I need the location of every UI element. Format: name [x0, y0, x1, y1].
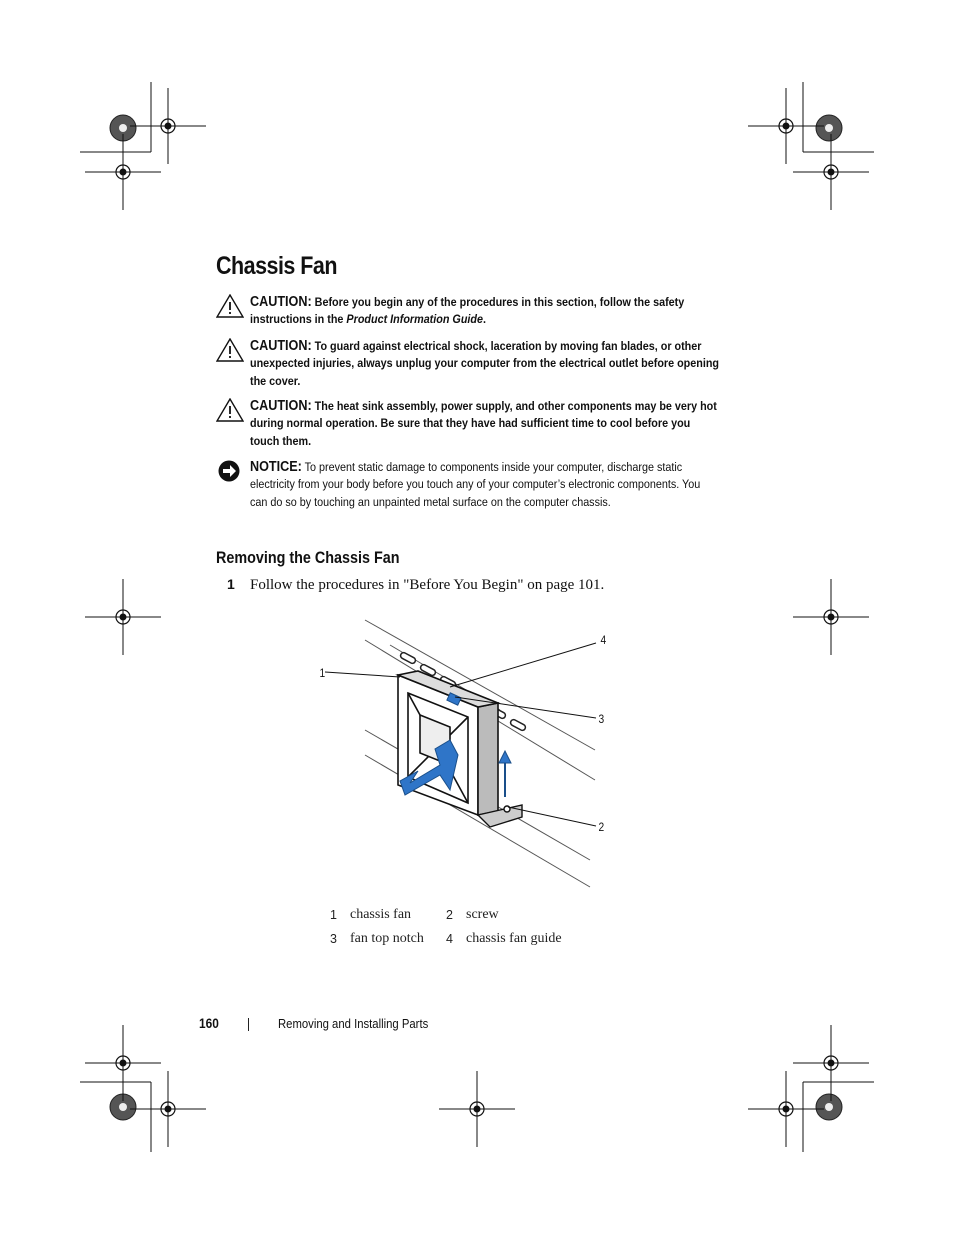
legend-label: chassis fan guide	[466, 931, 562, 946]
notice-label: NOTICE:	[250, 459, 302, 475]
figure-legend	[330, 903, 562, 951]
callout-label-1: 1	[319, 666, 326, 680]
section-subheading: Removing the Chassis Fan	[216, 549, 400, 567]
crosshair-icon	[793, 134, 869, 210]
caution-text: Before you begin any of the procedures in this section, follow the safety instructions in the	[250, 295, 685, 327]
legend-label: screw	[466, 907, 499, 922]
caution-label: CAUTION:	[250, 398, 312, 414]
caution-italic-ref: Product Information Guide	[346, 312, 483, 327]
registration-star-icon	[816, 1094, 842, 1120]
caution-label: CAUTION:	[250, 338, 312, 354]
caution-label: CAUTION:	[250, 294, 312, 310]
crosshair-icon	[793, 579, 869, 655]
chassis-fan-illustration	[300, 615, 620, 895]
legend-number: 1	[330, 908, 337, 922]
crosshair-icon	[793, 1025, 869, 1101]
footer-divider	[248, 1018, 249, 1031]
crosshair-icon	[85, 1025, 161, 1101]
crosshair-icon	[130, 88, 206, 164]
page-number: 160	[199, 1015, 219, 1031]
crosshair-icon	[85, 134, 161, 210]
legend-number: 4	[446, 932, 453, 946]
caution-text: To guard against electrical shock, laceration by moving fan blades, or other unexpected injuries, always unplug your computer from the electrical outlet before opening the cover.	[250, 339, 720, 388]
notice-text: To prevent static damage to components inside your computer, discharge static electricity from your body before you touch any of your computer’s electronic components. You can do so by touching an unpainted metal surface on the computer chassis.	[250, 460, 701, 509]
legend-label: chassis fan	[350, 907, 412, 922]
caution-text: The heat sink assembly, power supply, and other components may be very hot during normal operation. Be sure that they have had sufficient time to cool before you touch them.	[250, 399, 717, 448]
warning-triangle-icon	[216, 398, 244, 422]
step-text: Follow the procedures in "Before You Begin" on page 101.	[250, 577, 605, 593]
legend-row	[330, 927, 562, 951]
step-item	[227, 576, 604, 594]
notice-arrow-icon	[216, 459, 244, 483]
page-title: Chassis Fan	[216, 252, 337, 280]
crosshair-icon	[748, 88, 824, 164]
legend-row	[330, 903, 562, 927]
warning-triangle-icon	[216, 294, 244, 318]
callout-label-2: 2	[598, 820, 605, 834]
warning-triangle-icon	[216, 338, 244, 362]
legend-number: 2	[446, 908, 453, 922]
callout-label-4: 4	[600, 633, 607, 647]
callout-label-3: 3	[598, 712, 605, 726]
legend-number: 3	[330, 932, 337, 946]
lift-arrow-icon	[499, 751, 511, 797]
caution-tail: .	[482, 312, 486, 327]
crosshair-icon	[85, 579, 161, 655]
crosshair-icon	[439, 1071, 515, 1147]
registration-star-icon	[816, 115, 842, 141]
footer-section-title: Removing and Installing Parts	[278, 1016, 429, 1031]
step-number: 1	[227, 576, 235, 592]
legend-label: fan top notch	[350, 931, 424, 946]
